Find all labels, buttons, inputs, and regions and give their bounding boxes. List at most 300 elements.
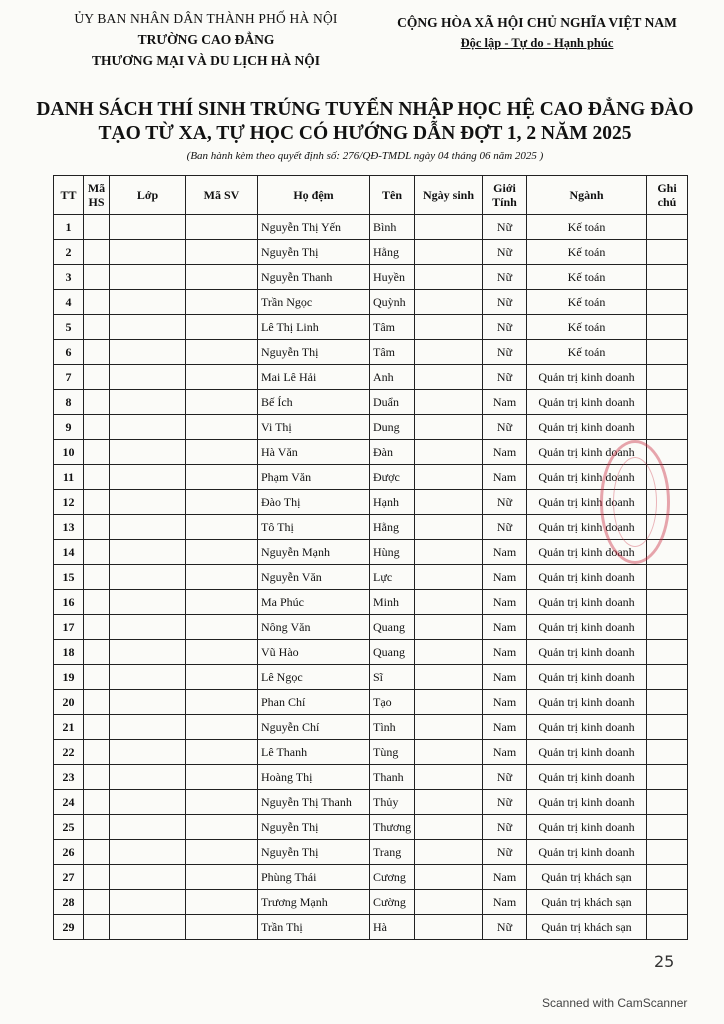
cell-ma-hs: [84, 490, 110, 515]
issuer-line-2: TRƯỜNG CAO ĐẲNG: [137, 32, 275, 47]
cell-nganh: Quản trị khách sạn: [527, 890, 647, 915]
cell-gioi-tinh: Nam: [483, 865, 527, 890]
cell-ho-dem: Phùng Thái: [258, 865, 370, 890]
table-row: [54, 665, 688, 690]
cell-lop: [110, 315, 186, 340]
cell-gioi-tinh: Nam: [483, 690, 527, 715]
cell-tt: 23: [54, 765, 84, 790]
cell-lop: [110, 865, 186, 890]
cell-tt: 27: [54, 865, 84, 890]
cell-tt: 28: [54, 890, 84, 915]
cell-ma-hs: [84, 840, 110, 865]
cell-ho-dem: Hoàng Thị: [258, 765, 370, 790]
cell-ngay-sinh: [415, 765, 483, 790]
cell-tt: 4: [54, 290, 84, 315]
cell-tt: 20: [54, 690, 84, 715]
cell-gioi-tinh: Nữ: [483, 240, 527, 265]
cell-ngay-sinh: [415, 790, 483, 815]
cell-lop: [110, 765, 186, 790]
cell-ma-sv: [186, 915, 258, 940]
cell-tt: 10: [54, 440, 84, 465]
cell-ngay-sinh: [415, 290, 483, 315]
cell-ma-hs: [84, 290, 110, 315]
cell-ho-dem: Trần Ngọc: [258, 290, 370, 315]
cell-nganh: Quản trị kinh doanh: [527, 740, 647, 765]
table-row: [54, 440, 688, 465]
cell-ma-hs: [84, 790, 110, 815]
cell-ghi-chu: [647, 915, 688, 940]
cell-ma-hs: [84, 715, 110, 740]
cell-lop: [110, 340, 186, 365]
cell-ten: Hà: [370, 915, 415, 940]
cell-ngay-sinh: [415, 890, 483, 915]
cell-ghi-chu: [647, 390, 688, 415]
cell-ten: Trang: [370, 840, 415, 865]
cell-lop: [110, 415, 186, 440]
cell-gioi-tinh: Nam: [483, 715, 527, 740]
cell-ten: Tâm: [370, 315, 415, 340]
cell-ma-sv: [186, 690, 258, 715]
cell-ngay-sinh: [415, 665, 483, 690]
cell-ngay-sinh: [415, 415, 483, 440]
cell-ten: Thanh: [370, 765, 415, 790]
table-row: [54, 365, 688, 390]
cell-ten: Đàn: [370, 440, 415, 465]
col-ma-sv: Mã SV: [186, 176, 258, 215]
cell-ho-dem: Nguyễn Thị: [258, 340, 370, 365]
cell-ghi-chu: [647, 690, 688, 715]
cell-ma-sv: [186, 790, 258, 815]
cell-lop: [110, 840, 186, 865]
cell-ho-dem: Nguyễn Thị Thanh: [258, 790, 370, 815]
cell-ho-dem: Trương Mạnh: [258, 890, 370, 915]
cell-gioi-tinh: Nữ: [483, 365, 527, 390]
cell-ho-dem: Phan Chí: [258, 690, 370, 715]
cell-gioi-tinh: Nam: [483, 465, 527, 490]
cell-ngay-sinh: [415, 265, 483, 290]
page-number: 25: [654, 952, 675, 971]
table-row: [54, 465, 688, 490]
cell-lop: [110, 590, 186, 615]
cell-ma-hs: [84, 415, 110, 440]
cell-ma-sv: [186, 265, 258, 290]
cell-ten: Anh: [370, 365, 415, 390]
table-row: [54, 565, 688, 590]
cell-ghi-chu: [647, 715, 688, 740]
scanner-watermark: Scanned with CamScanner: [542, 996, 688, 1010]
cell-tt: 8: [54, 390, 84, 415]
cell-ho-dem: Nông Văn: [258, 615, 370, 640]
national-motto: Độc lập - Tự do - Hạnh phúc: [460, 36, 614, 50]
cell-ho-dem: Vi Thị: [258, 415, 370, 440]
cell-ma-sv: [186, 365, 258, 390]
cell-ten: Hằng: [370, 240, 415, 265]
student-table: [53, 175, 688, 940]
cell-ho-dem: Bế Ích: [258, 390, 370, 415]
cell-gioi-tinh: Nữ: [483, 915, 527, 940]
cell-nganh: Kế toán: [527, 265, 647, 290]
national-header: [372, 12, 702, 54]
cell-ma-hs: [84, 690, 110, 715]
cell-gioi-tinh: Nữ: [483, 265, 527, 290]
cell-nganh: Quản trị kinh doanh: [527, 640, 647, 665]
cell-gioi-tinh: Nữ: [483, 840, 527, 865]
cell-tt: 14: [54, 540, 84, 565]
table-row: [54, 640, 688, 665]
cell-lop: [110, 690, 186, 715]
cell-ma-hs: [84, 915, 110, 940]
cell-lop: [110, 740, 186, 765]
table-row: [54, 590, 688, 615]
cell-lop: [110, 515, 186, 540]
cell-ngay-sinh: [415, 215, 483, 240]
cell-ghi-chu: [647, 865, 688, 890]
cell-ma-sv: [186, 815, 258, 840]
cell-ho-dem: Nguyễn Thị Yến: [258, 215, 370, 240]
cell-nganh: Quản trị kinh doanh: [527, 565, 647, 590]
cell-nganh: Quản trị kinh doanh: [527, 390, 647, 415]
cell-ma-hs: [84, 340, 110, 365]
cell-ho-dem: Nguyễn Chí: [258, 715, 370, 740]
cell-ma-sv: [186, 640, 258, 665]
cell-nganh: Quản trị kinh doanh: [527, 840, 647, 865]
cell-ma-hs: [84, 765, 110, 790]
cell-ma-sv: [186, 715, 258, 740]
cell-ho-dem: Nguyễn Thị: [258, 240, 370, 265]
cell-lop: [110, 715, 186, 740]
cell-nganh: Quản trị kinh doanh: [527, 690, 647, 715]
cell-tt: 2: [54, 240, 84, 265]
cell-ma-hs: [84, 615, 110, 640]
cell-ma-hs: [84, 515, 110, 540]
cell-nganh: Quản trị khách sạn: [527, 915, 647, 940]
cell-ghi-chu: [647, 640, 688, 665]
table-row: [54, 390, 688, 415]
cell-ghi-chu: [647, 790, 688, 815]
cell-lop: [110, 540, 186, 565]
cell-ghi-chu: [647, 265, 688, 290]
cell-nganh: Quản trị kinh doanh: [527, 815, 647, 840]
table-row: [54, 290, 688, 315]
cell-lop: [110, 615, 186, 640]
cell-ghi-chu: [647, 765, 688, 790]
cell-ngay-sinh: [415, 715, 483, 740]
table-header-row: [54, 176, 688, 215]
cell-ma-sv: [186, 465, 258, 490]
cell-tt: 5: [54, 315, 84, 340]
title-line-1: DANH SÁCH THÍ SINH TRÚNG TUYỂN NHẬP HỌC HỆ CAO ĐẲNG ĐÀO: [36, 99, 694, 120]
cell-tt: 17: [54, 615, 84, 640]
cell-nganh: Quản trị khách sạn: [527, 865, 647, 890]
cell-ma-sv: [186, 215, 258, 240]
cell-nganh: Kế toán: [527, 340, 647, 365]
cell-ten: Huyền: [370, 265, 415, 290]
cell-ho-dem: Mai Lê Hải: [258, 365, 370, 390]
cell-ma-sv: [186, 340, 258, 365]
cell-ngay-sinh: [415, 315, 483, 340]
cell-ten: Được: [370, 465, 415, 490]
cell-ghi-chu: [647, 890, 688, 915]
cell-ho-dem: Vũ Hào: [258, 640, 370, 665]
cell-nganh: Quản trị kinh doanh: [527, 765, 647, 790]
cell-ma-hs: [84, 540, 110, 565]
cell-ghi-chu: [647, 340, 688, 365]
table-row: [54, 865, 688, 890]
cell-ma-sv: [186, 615, 258, 640]
cell-ngay-sinh: [415, 690, 483, 715]
cell-ten: Lực: [370, 565, 415, 590]
cell-ngay-sinh: [415, 815, 483, 840]
cell-ten: Quỳnh: [370, 290, 415, 315]
cell-ngay-sinh: [415, 465, 483, 490]
cell-ngay-sinh: [415, 865, 483, 890]
cell-ngay-sinh: [415, 240, 483, 265]
cell-ma-sv: [186, 665, 258, 690]
col-ghi-chu: Ghi chú: [647, 176, 688, 215]
cell-ten: Hùng: [370, 540, 415, 565]
cell-ngay-sinh: [415, 440, 483, 465]
cell-ngay-sinh: [415, 340, 483, 365]
cell-nganh: Quản trị kinh doanh: [527, 590, 647, 615]
cell-ma-hs: [84, 440, 110, 465]
cell-lop: [110, 440, 186, 465]
cell-ghi-chu: [647, 815, 688, 840]
issuer-line-3: THƯƠNG MẠI VÀ DU LỊCH HÀ NỘI: [91, 53, 320, 68]
document-title: [30, 98, 700, 146]
cell-lop: [110, 240, 186, 265]
table-row: [54, 490, 688, 515]
table-row: [54, 540, 688, 565]
cell-ma-sv: [186, 765, 258, 790]
col-lop: Lớp: [110, 176, 186, 215]
cell-lop: [110, 365, 186, 390]
cell-gioi-tinh: Nam: [483, 440, 527, 465]
cell-ma-sv: [186, 390, 258, 415]
cell-ngay-sinh: [415, 640, 483, 665]
cell-ngay-sinh: [415, 540, 483, 565]
table-row: [54, 515, 688, 540]
cell-nganh: Quản trị kinh doanh: [527, 715, 647, 740]
cell-ma-hs: [84, 815, 110, 840]
cell-nganh: Quản trị kinh doanh: [527, 465, 647, 490]
table-row: [54, 915, 688, 940]
col-ten: Tên: [370, 176, 415, 215]
cell-ngay-sinh: [415, 390, 483, 415]
cell-gioi-tinh: Nam: [483, 565, 527, 590]
cell-tt: 15: [54, 565, 84, 590]
cell-ngay-sinh: [415, 515, 483, 540]
red-seal-stamp: [600, 440, 670, 564]
cell-ngay-sinh: [415, 915, 483, 940]
cell-tt: 6: [54, 340, 84, 365]
cell-ten: Hằng: [370, 515, 415, 540]
cell-gioi-tinh: Nữ: [483, 765, 527, 790]
cell-ma-hs: [84, 640, 110, 665]
decision-reference: (Ban hành kèm theo quyết định số: 276/QĐ-TMDL ngày 04 tháng 06 năm 2025 ): [186, 150, 544, 162]
table-row: [54, 840, 688, 865]
col-ho-dem: Họ đệm: [258, 176, 370, 215]
cell-ma-sv: [186, 515, 258, 540]
cell-ma-sv: [186, 565, 258, 590]
cell-ma-sv: [186, 490, 258, 515]
cell-ma-sv: [186, 440, 258, 465]
table-row: [54, 615, 688, 640]
cell-ma-hs: [84, 215, 110, 240]
cell-ten: Tùng: [370, 740, 415, 765]
cell-gioi-tinh: Nam: [483, 590, 527, 615]
cell-ghi-chu: [647, 565, 688, 590]
cell-lop: [110, 565, 186, 590]
cell-ho-dem: Đào Thị: [258, 490, 370, 515]
cell-ho-dem: Lê Ngọc: [258, 665, 370, 690]
cell-gioi-tinh: Nữ: [483, 790, 527, 815]
cell-ten: Sĩ: [370, 665, 415, 690]
cell-nganh: Quản trị kinh doanh: [527, 615, 647, 640]
cell-gioi-tinh: Nữ: [483, 515, 527, 540]
cell-nganh: Quản trị kinh doanh: [527, 415, 647, 440]
cell-ten: Tình: [370, 715, 415, 740]
cell-nganh: Quản trị kinh doanh: [527, 515, 647, 540]
cell-ma-hs: [84, 590, 110, 615]
title-line-2: TẠO TỪ XA, TỰ HỌC CÓ HƯỚNG DẪN ĐỢT 1, 2 NĂM 2025: [98, 123, 632, 144]
cell-gioi-tinh: Nữ: [483, 415, 527, 440]
cell-ngay-sinh: [415, 740, 483, 765]
cell-gioi-tinh: Nữ: [483, 215, 527, 240]
cell-ho-dem: Nguyễn Văn: [258, 565, 370, 590]
table-row: [54, 890, 688, 915]
cell-ten: Tâm: [370, 340, 415, 365]
cell-ghi-chu: [647, 665, 688, 690]
cell-ma-hs: [84, 665, 110, 690]
cell-ten: Duẩn: [370, 390, 415, 415]
cell-tt: 12: [54, 490, 84, 515]
cell-ten: Thương: [370, 815, 415, 840]
cell-ten: Quang: [370, 640, 415, 665]
cell-ten: Quang: [370, 615, 415, 640]
cell-ho-dem: Nguyễn Thị: [258, 840, 370, 865]
cell-gioi-tinh: Nam: [483, 615, 527, 640]
cell-ngay-sinh: [415, 365, 483, 390]
table-row: [54, 215, 688, 240]
cell-gioi-tinh: Nữ: [483, 315, 527, 340]
cell-tt: 19: [54, 665, 84, 690]
cell-gioi-tinh: Nữ: [483, 290, 527, 315]
cell-ho-dem: Nguyễn Thanh: [258, 265, 370, 290]
cell-ho-dem: Lê Thị Linh: [258, 315, 370, 340]
table-row: [54, 765, 688, 790]
cell-ngay-sinh: [415, 615, 483, 640]
cell-ghi-chu: [647, 615, 688, 640]
cell-lop: [110, 640, 186, 665]
cell-ho-dem: Phạm Văn: [258, 465, 370, 490]
cell-ma-hs: [84, 890, 110, 915]
cell-lop: [110, 390, 186, 415]
cell-nganh: Quản trị kinh doanh: [527, 790, 647, 815]
cell-lop: [110, 265, 186, 290]
cell-ghi-chu: [647, 315, 688, 340]
col-ngay-sinh: Ngày sinh: [415, 176, 483, 215]
cell-ghi-chu: [647, 215, 688, 240]
cell-lop: [110, 490, 186, 515]
cell-ma-sv: [186, 840, 258, 865]
national-title: CỘNG HÒA XÃ HỘI CHỦ NGHĨA VIỆT NAM: [397, 15, 677, 30]
cell-ten: Bình: [370, 215, 415, 240]
cell-nganh: Quản trị kinh doanh: [527, 540, 647, 565]
cell-ten: Minh: [370, 590, 415, 615]
cell-ma-sv: [186, 290, 258, 315]
cell-nganh: Kế toán: [527, 215, 647, 240]
cell-ngay-sinh: [415, 590, 483, 615]
cell-ghi-chu: [647, 290, 688, 315]
cell-ma-sv: [186, 740, 258, 765]
cell-gioi-tinh: Nữ: [483, 490, 527, 515]
cell-ghi-chu: [647, 415, 688, 440]
cell-nganh: Kế toán: [527, 315, 647, 340]
cell-ghi-chu: [647, 590, 688, 615]
cell-tt: 11: [54, 465, 84, 490]
cell-tt: 22: [54, 740, 84, 765]
cell-tt: 7: [54, 365, 84, 390]
cell-ngay-sinh: [415, 490, 483, 515]
cell-tt: 24: [54, 790, 84, 815]
cell-ma-sv: [186, 240, 258, 265]
col-nganh: Ngành: [527, 176, 647, 215]
cell-ghi-chu: [647, 365, 688, 390]
cell-ma-hs: [84, 265, 110, 290]
cell-ho-dem: Hà Văn: [258, 440, 370, 465]
cell-ngay-sinh: [415, 565, 483, 590]
cell-ten: Dung: [370, 415, 415, 440]
issuer-header: [56, 8, 356, 71]
cell-tt: 25: [54, 815, 84, 840]
cell-lop: [110, 890, 186, 915]
cell-tt: 21: [54, 715, 84, 740]
table-row: [54, 815, 688, 840]
cell-ma-sv: [186, 865, 258, 890]
cell-lop: [110, 665, 186, 690]
cell-ho-dem: Lê Thanh: [258, 740, 370, 765]
cell-ten: Hạnh: [370, 490, 415, 515]
cell-gioi-tinh: Nam: [483, 540, 527, 565]
cell-ma-sv: [186, 540, 258, 565]
cell-ghi-chu: [647, 740, 688, 765]
cell-ma-hs: [84, 865, 110, 890]
cell-nganh: Kế toán: [527, 290, 647, 315]
cell-gioi-tinh: Nam: [483, 665, 527, 690]
cell-lop: [110, 915, 186, 940]
issuer-line-1: ỦY BAN NHÂN DÂN THÀNH PHỐ HÀ NỘI: [74, 11, 338, 26]
cell-ho-dem: Trần Thị: [258, 915, 370, 940]
cell-lop: [110, 215, 186, 240]
cell-gioi-tinh: Nữ: [483, 815, 527, 840]
table-row: [54, 690, 688, 715]
cell-lop: [110, 790, 186, 815]
cell-gioi-tinh: Nam: [483, 890, 527, 915]
cell-lop: [110, 290, 186, 315]
cell-gioi-tinh: Nam: [483, 390, 527, 415]
cell-tt: 1: [54, 215, 84, 240]
cell-nganh: Quản trị kinh doanh: [527, 365, 647, 390]
col-tt: TT: [54, 176, 84, 215]
cell-ma-sv: [186, 890, 258, 915]
cell-ten: Cương: [370, 865, 415, 890]
cell-ma-sv: [186, 315, 258, 340]
table-row: [54, 315, 688, 340]
cell-lop: [110, 465, 186, 490]
cell-ho-dem: Nguyễn Mạnh: [258, 540, 370, 565]
table-row: [54, 415, 688, 440]
cell-tt: 26: [54, 840, 84, 865]
